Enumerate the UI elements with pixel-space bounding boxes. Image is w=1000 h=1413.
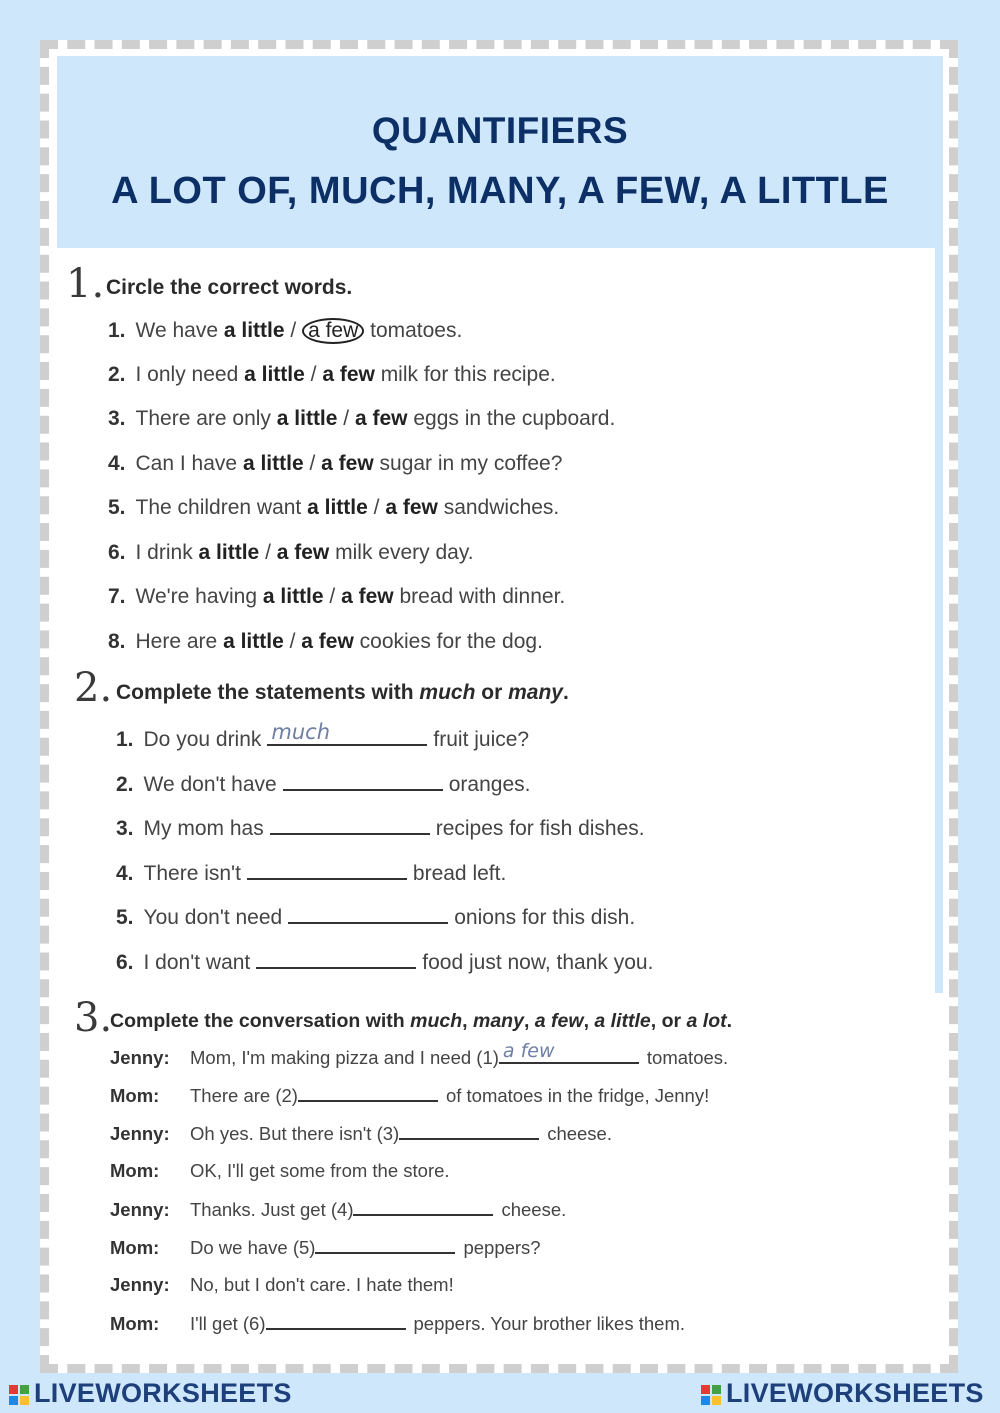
conversation-text-after: cheese. — [547, 1123, 612, 1144]
section3-heading-alittle: a little — [594, 1010, 651, 1032]
statement-item — [116, 771, 530, 797]
conversation-text-after: of tomatoes in the fridge, Jenny! — [445, 1085, 710, 1106]
item-number: 2. — [116, 772, 134, 796]
item-number: 8. — [108, 629, 126, 653]
statement-item — [116, 949, 653, 975]
option-a-little[interactable]: a little — [307, 496, 368, 519]
circle-item: 2. I only need a little / a few milk for this recipe. — [108, 362, 556, 386]
logo-right-text: LIVEWORKSHEETS — [726, 1378, 984, 1408]
item-number: 6. — [116, 950, 134, 974]
section3-heading-alot: a lot — [686, 1010, 727, 1032]
section2-heading-many: many — [508, 681, 563, 704]
conversation-line — [110, 1040, 729, 1069]
answer-blank[interactable] — [315, 1236, 455, 1254]
option-a-few[interactable]: a few — [301, 629, 354, 653]
statement-item — [116, 815, 645, 841]
conversation-line — [110, 1084, 709, 1107]
option-a-little[interactable]: a little — [198, 540, 260, 564]
item-number: 6. — [108, 540, 126, 564]
item-number: 5. — [116, 906, 134, 929]
item-text-before: I drink — [135, 540, 193, 564]
item-number: 1. — [116, 728, 134, 751]
logo-right-icon — [700, 1384, 722, 1406]
section2-heading-much: much — [419, 681, 476, 704]
conversation-text-before: There are (2) — [190, 1085, 298, 1106]
circle-item: 5. The children want a little / a few sandwiches. — [108, 496, 560, 519]
answer-blank[interactable] — [267, 720, 427, 746]
conversation-text-after: peppers? — [463, 1237, 541, 1258]
speaker-label: Mom: — [110, 1085, 160, 1106]
speaker-label: Jenny: — [110, 1123, 170, 1144]
item-text-before: You don't need — [143, 906, 283, 929]
speaker-label: Jenny: — [110, 1199, 170, 1220]
item-text-before: Do you drink — [143, 728, 262, 751]
answer-blank[interactable] — [298, 1084, 438, 1102]
answer-text: a few — [502, 1040, 555, 1062]
section1-number: 1. — [66, 261, 105, 307]
item-number: 4. — [108, 451, 126, 475]
circle-item: 3. There are only a little / a few eggs in the cupboard. — [108, 407, 616, 430]
conversation-text: OK, I'll get some from the store. — [190, 1160, 450, 1181]
option-a-few[interactable]: a few — [322, 362, 375, 386]
item-text-after: bread left. — [412, 861, 507, 885]
section3-heading-many: many — [473, 1010, 524, 1032]
item-text-after: oranges. — [448, 772, 531, 796]
item-text-after: food just now, thank you. — [422, 950, 654, 974]
item-text-after: sugar in my coffee? — [379, 451, 563, 475]
conversation-text-before: I'll get (6) — [190, 1313, 266, 1334]
conversation-text-after: peppers. Your brother likes them. — [413, 1313, 685, 1334]
item-text-before: My mom has — [143, 817, 264, 840]
logo-left-text: LIVEWORKSHEETS — [34, 1378, 292, 1408]
section3-heading-much: much — [410, 1010, 463, 1032]
item-text-after: milk every day. — [335, 540, 474, 564]
logo-left-icon — [8, 1384, 30, 1406]
item-number: 3. — [108, 407, 126, 430]
conversation-line — [110, 1274, 454, 1296]
item-number: 1. — [108, 319, 126, 342]
circle-item: 8. Here are a little / a few cookies for the dog. — [108, 629, 543, 653]
speaker-label: Jenny: — [110, 1047, 170, 1068]
item-text-after: cookies for the dog. — [359, 629, 543, 653]
item-text-after: onions for this dish. — [454, 906, 636, 929]
answer-text: much — [271, 720, 331, 744]
answer-blank[interactable] — [283, 771, 443, 791]
section3-heading-or: or — [661, 1010, 682, 1032]
title-subtitle: A LOT OF, MUCH, MANY, A FEW, A LITTLE — [111, 170, 889, 212]
circle-item: 6. I drink a little / a few milk every day. — [108, 540, 474, 564]
item-number: 2. — [108, 362, 126, 386]
conversation-line — [110, 1312, 685, 1335]
option-a-few[interactable]: a few — [302, 318, 364, 344]
item-text-before: I don't want — [143, 950, 251, 974]
section3-heading-pre: Complete the conversation with — [110, 1010, 405, 1032]
item-number: 3. — [116, 817, 134, 840]
option-a-little[interactable]: a little — [223, 629, 284, 653]
statement-item — [116, 904, 635, 930]
statement-item — [116, 720, 530, 752]
answer-blank[interactable] — [247, 860, 407, 880]
conversation-text-before: Mom, I'm making pizza and I need (1) — [190, 1047, 499, 1068]
item-text-after: bread with dinner. — [399, 585, 566, 608]
section3-heading: Complete the conversation with much, many, a few, a little, or a lot. — [110, 1010, 733, 1032]
item-number: 4. — [116, 861, 134, 885]
option-a-little[interactable]: a little — [276, 407, 338, 430]
conversation-text-after: tomatoes. — [646, 1047, 729, 1068]
item-text-before: We have — [135, 319, 219, 342]
section2-number: 2. — [74, 665, 113, 711]
circle-item: 4. Can I have a little / a few sugar in my coffee? — [108, 451, 563, 475]
answer-blank[interactable] — [353, 1198, 493, 1216]
answer-blank[interactable] — [499, 1040, 639, 1064]
item-text-before: Can I have — [135, 451, 238, 475]
conversation-text: No, but I don't care. I hate them! — [190, 1274, 454, 1295]
answer-blank[interactable] — [270, 815, 430, 835]
item-text-before: We're having — [135, 585, 258, 608]
conversation-text-after: cheese. — [501, 1199, 567, 1220]
section3-heading-afew: a few — [534, 1010, 584, 1032]
conversation-line — [110, 1198, 566, 1221]
option-a-few[interactable]: a few — [276, 540, 330, 564]
speaker-label: Mom: — [110, 1237, 160, 1258]
item-text-after: eggs in the cupboard. — [413, 407, 616, 430]
item-text-before: We don't have — [143, 772, 277, 796]
option-a-little[interactable]: a little — [242, 451, 304, 475]
option-a-few[interactable]: a few — [385, 496, 438, 519]
answer-blank[interactable] — [399, 1122, 539, 1140]
conversation-text-before: Oh yes. But there isn't (3) — [190, 1123, 400, 1144]
speaker-label: Mom: — [110, 1160, 160, 1181]
item-text-before: The children want — [135, 496, 302, 519]
logo-left — [8, 1378, 292, 1409]
title-quantifiers: QUANTIFIERS — [371, 110, 629, 151]
conversation-text-before: Thanks. Just get (4) — [190, 1199, 354, 1220]
conversation-line — [110, 1160, 450, 1182]
item-number: 7. — [108, 585, 126, 608]
section2-heading-or: or — [481, 681, 503, 704]
section1-heading: Circle the correct words. — [106, 276, 353, 299]
option-a-little[interactable]: a little — [262, 585, 324, 608]
section2-heading-end: . — [562, 681, 569, 704]
conversation-line — [110, 1122, 612, 1145]
option-a-few[interactable]: a few — [354, 407, 408, 430]
item-text-before: I only need — [135, 362, 239, 386]
speaker-label: Jenny: — [110, 1274, 170, 1295]
option-a-little[interactable]: a little — [244, 362, 305, 386]
item-text-before: There are only — [135, 407, 271, 430]
circle-item: 7. We're having a little / a few bread with dinner. — [108, 585, 566, 608]
answer-blank[interactable] — [266, 1312, 406, 1330]
section2-heading — [116, 681, 569, 705]
conversation-text-before: Do we have (5) — [190, 1237, 316, 1258]
answer-blank[interactable] — [256, 949, 416, 969]
item-text-before: There isn't — [143, 861, 241, 885]
item-text-after: recipes for fish dishes. — [435, 817, 645, 840]
option-a-little[interactable]: a little — [223, 319, 285, 342]
answer-blank[interactable] — [288, 904, 448, 924]
item-text-after: sandwiches. — [443, 496, 560, 519]
section2-heading-pre: Complete the statements with — [116, 681, 414, 704]
statement-item — [116, 860, 506, 886]
logo-right — [700, 1378, 984, 1409]
speaker-label: Mom: — [110, 1313, 160, 1334]
circle-item: 1. We have a little / a few tomatoes. — [108, 319, 463, 342]
item-text-after: milk for this recipe. — [380, 362, 556, 386]
option-a-few[interactable]: a few — [321, 451, 374, 475]
conversation-line — [110, 1236, 541, 1259]
option-a-few[interactable]: a few — [341, 585, 394, 608]
item-text-before: Here are — [135, 629, 218, 653]
item-text-after: tomatoes. — [370, 319, 463, 342]
item-text-after: fruit juice? — [433, 728, 530, 751]
item-number: 5. — [108, 496, 126, 519]
section3-number: 3. — [74, 995, 113, 1041]
